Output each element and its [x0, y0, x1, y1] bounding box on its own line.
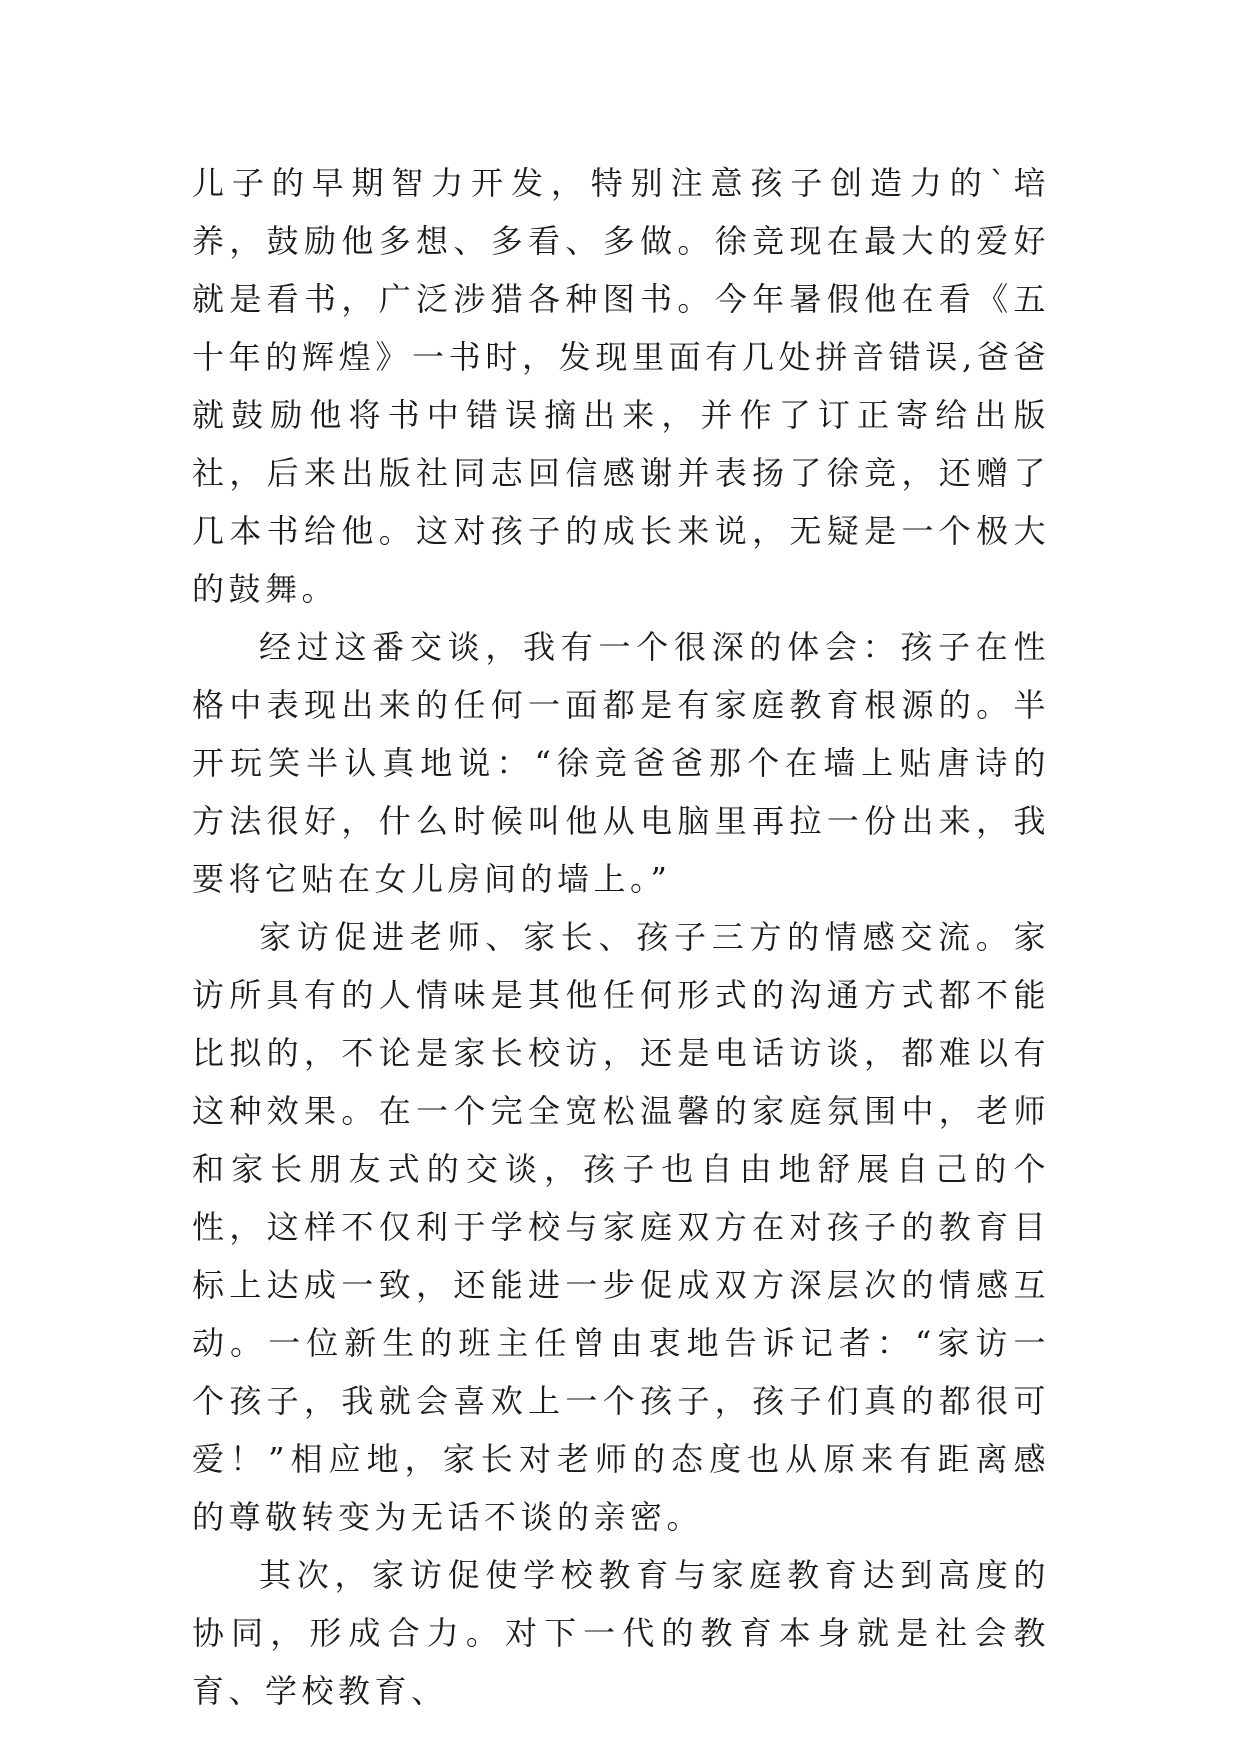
paragraph-2: 经过这番交谈，我有一个很深的体会：孩子在性格中表现出来的任何一面都是有家庭教育根源的。半开玩笑半认真地说：“徐竞爸爸那个在墙上贴唐诗的方法很好，什么时候叫他从电脑里再拉一份出来，我要将它贴在女儿房间的墙上。” — [192, 628, 1050, 898]
paragraph-1: 儿子的早期智力开发，特别注意孩子创造力的`培养，鼓励他多想、多看、多做。徐竞现在最大的爱好就是看书，广泛涉猎各种图书。今年暑假他在看《五十年的辉煌》一书时，发现里面有几处拼音错误,爸爸就鼓励他将书中错误摘出来，并作了订正寄给出版社，后来出版社同志回信感谢并表扬了徐竞，还赠了几本书给他。这对孩子的成长来说，无疑是一个极大的鼓舞。 — [192, 164, 1050, 608]
paragraph-3: 家访促进老师、家长、孩子三方的情感交流。家访所具有的人情味是其他任何形式的沟通方式都不能比拟的，不论是家长校访，还是电话访谈，都难以有这种效果。在一个完全宽松温馨的家庭氛围中，老师和家长朋友式的交谈，孩子也自由地舒展自己的个性，这样不仅利于学校与家庭双方在对孩子的教育目标上达成一致，还能进一步促成双方深层次的情感互动。一位新生的班主任曾由衷地告诉记者：“家访一个孩子，我就会喜欢上一个孩子，孩子们真的都很可爱！”相应地，家长对老师的态度也从原来有距离感的尊敬转变为无话不谈的亲密。 — [192, 918, 1050, 1536]
document-body — [192, 154, 1050, 1720]
paragraph-4: 其次，家访促使学校教育与家庭教育达到高度的协同，形成合力。对下一代的教育本身就是社会教育、学校教育、 — [192, 1556, 1050, 1710]
